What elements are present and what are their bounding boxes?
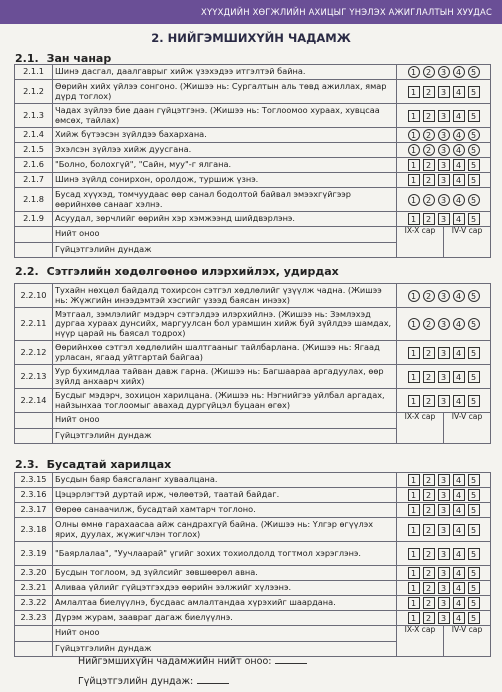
rating-option-4[interactable]: 4 bbox=[453, 110, 465, 122]
footer-total-blank[interactable] bbox=[275, 663, 307, 664]
rating-option-3[interactable]: 3 bbox=[438, 612, 450, 624]
item-description: Бусдын баяр баясгаланг хуваалцана. bbox=[53, 473, 397, 488]
rating-option-2[interactable]: 2 bbox=[423, 489, 435, 501]
table-row bbox=[15, 542, 491, 566]
item-number: 2.3.18 bbox=[15, 518, 53, 542]
table-row bbox=[15, 389, 491, 413]
item-description: Чадах зүйлээ бие даан гүйцэтгэнэ. (Жишээ нь: Тоглоомоо хураах, хувцсаа өмсөх, тайлах) bbox=[53, 104, 397, 128]
period-columns bbox=[397, 413, 490, 443]
item-number: 2.3.20 bbox=[15, 566, 53, 581]
page-banner: ХҮҮХДИЙН ХӨГЖЛИЙН АХИЦЫГ ҮНЭЛЭХ АЖИГЛАЛТЫН ХУУДАС bbox=[0, 0, 502, 24]
rating-option-1[interactable]: 1 bbox=[408, 371, 420, 383]
table-row bbox=[15, 173, 491, 188]
table-row bbox=[15, 473, 491, 488]
period-iv-v: IV-V сар bbox=[451, 412, 483, 421]
rating-option-2[interactable]: 2 bbox=[423, 129, 435, 141]
item-number: 2.1.9 bbox=[15, 212, 53, 227]
rating-option-3[interactable]: 3 bbox=[438, 66, 450, 78]
rating-scale bbox=[397, 566, 491, 581]
rating-option-3[interactable]: 3 bbox=[438, 110, 450, 122]
item-description: Өөрийн хийх үйлээ сонгоно. (Жишээ нь: Сургалтын аль төвд ажиллах, ямар дүрд тоглох) bbox=[53, 80, 397, 104]
item-description: Амлалтаа биелүүлнэ, бусдаас амлалтандаа хүрэхийг шаардана. bbox=[53, 596, 397, 611]
rating-scale bbox=[397, 389, 491, 413]
rating-option-4[interactable]: 4 bbox=[453, 371, 465, 383]
average-label: Гүйцэтгэлийн дундаж bbox=[53, 641, 397, 657]
rating-option-5[interactable]: 5 bbox=[468, 129, 480, 141]
rating-option-5[interactable]: 5 bbox=[468, 371, 480, 383]
rating-option-2[interactable]: 2 bbox=[423, 318, 435, 330]
rating-option-4[interactable]: 4 bbox=[453, 144, 465, 156]
rating-option-5[interactable]: 5 bbox=[468, 213, 480, 225]
rating-option-4[interactable]: 4 bbox=[453, 567, 465, 579]
table-row bbox=[15, 65, 491, 80]
total-row bbox=[15, 413, 491, 429]
item-description: "Болно, болохгүй", "Сайн, муу"-г ялгана. bbox=[53, 158, 397, 173]
section-number: 2.1. bbox=[15, 52, 39, 65]
item-description: Эхэлсэн зүйлээ хийж дуусгана. bbox=[53, 143, 397, 158]
rating-option-1[interactable]: 1 bbox=[408, 290, 420, 302]
period-iv-v: IV-V сар bbox=[451, 625, 483, 634]
rating-option-2[interactable]: 2 bbox=[423, 144, 435, 156]
period-ix-x: IX-X сар bbox=[397, 227, 444, 257]
observation-table-2-3 bbox=[14, 472, 491, 657]
item-number: 2.1.3 bbox=[15, 104, 53, 128]
rating-option-3[interactable]: 3 bbox=[438, 474, 450, 486]
item-number: 2.3.19 bbox=[15, 542, 53, 566]
table-row bbox=[15, 143, 491, 158]
item-number: 2.2.13 bbox=[15, 365, 53, 389]
item-number: 2.1.7 bbox=[15, 173, 53, 188]
item-description: Бусдыг мэдэрч, зохицон харилцана. (Жишээ нь: Нэгнийгээ уйлбал аргадах, найзынхаа тоглоомыг авахад дургүйцэл буцаан өгөх) bbox=[53, 389, 397, 413]
rating-option-4[interactable]: 4 bbox=[453, 597, 465, 609]
footer-average-blank[interactable] bbox=[197, 683, 229, 684]
rating-option-3[interactable]: 3 bbox=[438, 347, 450, 359]
rating-scale bbox=[397, 341, 491, 365]
rating-option-1[interactable]: 1 bbox=[408, 504, 420, 516]
rating-option-1[interactable]: 1 bbox=[408, 66, 420, 78]
rating-option-2[interactable]: 2 bbox=[423, 504, 435, 516]
rating-option-3[interactable]: 3 bbox=[438, 504, 450, 516]
rating-scale bbox=[397, 80, 491, 104]
rating-option-4[interactable]: 4 bbox=[453, 129, 465, 141]
rating-option-1[interactable]: 1 bbox=[408, 582, 420, 594]
rating-option-3[interactable]: 3 bbox=[438, 144, 450, 156]
rating-option-5[interactable]: 5 bbox=[468, 474, 480, 486]
rating-option-2[interactable]: 2 bbox=[423, 110, 435, 122]
rating-option-3[interactable]: 3 bbox=[438, 548, 450, 560]
rating-option-2[interactable]: 2 bbox=[423, 395, 435, 407]
rating-option-1[interactable]: 1 bbox=[408, 86, 420, 98]
section-heading-2-3 bbox=[15, 458, 171, 471]
rating-option-4[interactable]: 4 bbox=[453, 174, 465, 186]
item-number: 2.3.23 bbox=[15, 611, 53, 626]
item-number: 2.2.14 bbox=[15, 389, 53, 413]
rating-option-1[interactable]: 1 bbox=[408, 489, 420, 501]
rating-scale bbox=[397, 308, 491, 341]
rating-option-3[interactable]: 3 bbox=[438, 567, 450, 579]
table-row bbox=[15, 80, 491, 104]
rating-scale bbox=[397, 65, 491, 80]
rating-option-2[interactable]: 2 bbox=[423, 86, 435, 98]
item-description: "Баярлалаа", "Уучлаарай" үгийг зохих тохиолдолд тогтмол хэрэглэнэ. bbox=[53, 542, 397, 566]
table-row bbox=[15, 566, 491, 581]
table-row bbox=[15, 158, 491, 173]
rating-option-5[interactable]: 5 bbox=[468, 66, 480, 78]
table-row bbox=[15, 341, 491, 365]
item-number: 2.3.21 bbox=[15, 581, 53, 596]
rating-option-3[interactable]: 3 bbox=[438, 194, 450, 206]
empty-cell bbox=[15, 428, 53, 444]
average-label: Гүйцэтгэлийн дундаж bbox=[53, 428, 397, 444]
item-description: Хийж бүтээсэн зүйлдээ бахархана. bbox=[53, 128, 397, 143]
rating-scale bbox=[397, 473, 491, 488]
rating-option-5[interactable]: 5 bbox=[468, 318, 480, 330]
rating-scale bbox=[397, 173, 491, 188]
footer-total-label: Нийгэмшихүйн чадамжийн нийт оноо: bbox=[78, 656, 272, 667]
rating-option-2[interactable]: 2 bbox=[423, 597, 435, 609]
rating-option-2[interactable]: 2 bbox=[423, 567, 435, 579]
table-row bbox=[15, 488, 491, 503]
rating-scale bbox=[397, 128, 491, 143]
rating-option-3[interactable]: 3 bbox=[438, 290, 450, 302]
footer-average-line bbox=[78, 676, 229, 687]
rating-option-1[interactable]: 1 bbox=[408, 395, 420, 407]
rating-scale bbox=[397, 188, 491, 212]
item-description: Цэцэрлэгтэй дуртай ирж, чөлөөтэй, таатай байдаг. bbox=[53, 488, 397, 503]
rating-option-5[interactable]: 5 bbox=[468, 548, 480, 560]
item-number: 2.3.17 bbox=[15, 503, 53, 518]
rating-option-4[interactable]: 4 bbox=[453, 290, 465, 302]
observation-table-2-2 bbox=[14, 283, 491, 444]
rating-option-1[interactable]: 1 bbox=[408, 548, 420, 560]
page-title: 2. НИЙГЭМШИХҮЙН ЧАДАМЖ bbox=[151, 31, 351, 45]
period-columns bbox=[397, 626, 490, 656]
rating-scale bbox=[397, 158, 491, 173]
rating-option-3[interactable]: 3 bbox=[438, 86, 450, 98]
empty-cell bbox=[15, 626, 53, 642]
table-row bbox=[15, 104, 491, 128]
rating-scale bbox=[397, 581, 491, 596]
period-ix-x: IX-X сар bbox=[397, 413, 444, 443]
total-label: Нийт оноо bbox=[53, 626, 397, 642]
rating-option-1[interactable]: 1 bbox=[408, 597, 420, 609]
period-iv-v: IV-V сар bbox=[451, 226, 483, 235]
item-number: 2.1.6 bbox=[15, 158, 53, 173]
rating-option-3[interactable]: 3 bbox=[438, 159, 450, 171]
section-title: Бусадтай харилцах bbox=[46, 458, 172, 471]
rating-option-3[interactable]: 3 bbox=[438, 318, 450, 330]
empty-cell bbox=[15, 641, 53, 657]
rating-scale bbox=[397, 212, 491, 227]
rating-option-4[interactable]: 4 bbox=[453, 194, 465, 206]
rating-option-3[interactable]: 3 bbox=[438, 395, 450, 407]
rating-option-5[interactable]: 5 bbox=[468, 194, 480, 206]
rating-option-2[interactable]: 2 bbox=[423, 347, 435, 359]
item-description: Тухайн нөхцөл байдалд тохирсон сэтгэл хөдлөлийг үзүүлж чадна. (Жишээ нь: Жүжгийн инээдэмтэй хэсгийг үзээд баясан инээх) bbox=[53, 284, 397, 308]
rating-option-3[interactable]: 3 bbox=[438, 371, 450, 383]
rating-option-4[interactable]: 4 bbox=[453, 474, 465, 486]
total-label: Нийт оноо bbox=[53, 227, 397, 243]
rating-option-2[interactable]: 2 bbox=[423, 524, 435, 536]
item-description: Аливаа үйлийг гүйцэтгэхдээ өөрийн ээлжийг хүлээнэ. bbox=[53, 581, 397, 596]
rating-option-3[interactable]: 3 bbox=[438, 597, 450, 609]
rating-option-3[interactable]: 3 bbox=[438, 524, 450, 536]
rating-option-3[interactable]: 3 bbox=[438, 489, 450, 501]
rating-option-5[interactable]: 5 bbox=[468, 567, 480, 579]
section-number: 2.3. bbox=[15, 458, 39, 471]
rating-option-2[interactable]: 2 bbox=[423, 474, 435, 486]
item-description: Мэтгаал, зэмлэлийг мэдэрч сэтгэлдээ илэрхийлнэ. (Жишээ нь: Зэмлэхэд дургаа хураах дунсийх, маргуулсан бол урамшин хийж буй зүйлдээ шамдах, нүүр царай нь баясал тодрох) bbox=[53, 308, 397, 341]
item-description: Олны өмнө гарахаасаа айж сандрахгүй байна. (Жишээ нь: Үлгэр өгүүлэх ярих, дуулах, жүжигчлэн тоглох) bbox=[53, 518, 397, 542]
item-number: 2.1.5 bbox=[15, 143, 53, 158]
rating-option-4[interactable]: 4 bbox=[453, 548, 465, 560]
rating-option-1[interactable]: 1 bbox=[408, 144, 420, 156]
rating-option-4[interactable]: 4 bbox=[453, 489, 465, 501]
item-number: 2.1.1 bbox=[15, 65, 53, 80]
empty-cell bbox=[15, 242, 53, 258]
item-number: 2.3.22 bbox=[15, 596, 53, 611]
period-ix-x: IX-X сар bbox=[397, 626, 444, 656]
rating-option-4[interactable]: 4 bbox=[453, 159, 465, 171]
rating-option-2[interactable]: 2 bbox=[423, 213, 435, 225]
table-row bbox=[15, 128, 491, 143]
rating-option-3[interactable]: 3 bbox=[438, 213, 450, 225]
section-title: Зан чанар bbox=[46, 52, 112, 65]
rating-scale bbox=[397, 542, 491, 566]
item-number: 2.1.8 bbox=[15, 188, 53, 212]
table-row bbox=[15, 308, 491, 341]
rating-option-2[interactable]: 2 bbox=[423, 371, 435, 383]
rating-option-5[interactable]: 5 bbox=[468, 395, 480, 407]
rating-option-5[interactable]: 5 bbox=[468, 489, 480, 501]
rating-option-4[interactable]: 4 bbox=[453, 504, 465, 516]
rating-option-1[interactable]: 1 bbox=[408, 474, 420, 486]
rating-option-5[interactable]: 5 bbox=[468, 504, 480, 516]
footer-total-line bbox=[78, 656, 307, 667]
rating-option-1[interactable]: 1 bbox=[408, 174, 420, 186]
item-description: Бусдын тоглоом, эд зүйлсийг зөвшөөрөл авна. bbox=[53, 566, 397, 581]
rating-option-1[interactable]: 1 bbox=[408, 194, 420, 206]
rating-option-2[interactable]: 2 bbox=[423, 548, 435, 560]
item-description: Шинэ зүйлд сонирхон, оролдож, туршиж үзнэ. bbox=[53, 173, 397, 188]
table-row bbox=[15, 284, 491, 308]
rating-option-4[interactable]: 4 bbox=[453, 524, 465, 536]
table-row bbox=[15, 596, 491, 611]
item-number: 2.3.15 bbox=[15, 473, 53, 488]
item-number: 2.1.4 bbox=[15, 128, 53, 143]
rating-option-3[interactable]: 3 bbox=[438, 174, 450, 186]
rating-scale bbox=[397, 143, 491, 158]
rating-option-5[interactable]: 5 bbox=[468, 524, 480, 536]
rating-scale bbox=[397, 104, 491, 128]
rating-option-1[interactable]: 1 bbox=[408, 612, 420, 624]
rating-option-2[interactable]: 2 bbox=[423, 290, 435, 302]
table-row bbox=[15, 503, 491, 518]
table-row bbox=[15, 518, 491, 542]
rating-option-1[interactable]: 1 bbox=[408, 524, 420, 536]
rating-option-4[interactable]: 4 bbox=[453, 612, 465, 624]
empty-cell bbox=[15, 227, 53, 243]
rating-option-1[interactable]: 1 bbox=[408, 567, 420, 579]
rating-scale bbox=[397, 611, 491, 626]
table-row bbox=[15, 611, 491, 626]
item-description: Бусад хүүхэд, томчуудаас өөр санал бодолтой байвал эмээхгүйгээр өөрийнхөө санааг хэлнэ. bbox=[53, 188, 397, 212]
rating-option-5[interactable]: 5 bbox=[468, 612, 480, 624]
rating-scale bbox=[397, 596, 491, 611]
rating-option-4[interactable]: 4 bbox=[453, 213, 465, 225]
rating-option-4[interactable]: 4 bbox=[453, 582, 465, 594]
rating-option-2[interactable]: 2 bbox=[423, 174, 435, 186]
section-number: 2.2. bbox=[15, 265, 39, 278]
total-score-cell[interactable] bbox=[397, 413, 491, 444]
rating-option-4[interactable]: 4 bbox=[453, 66, 465, 78]
footer-average-label: Гүйцэтгэлийн дундаж: bbox=[78, 676, 194, 687]
item-number: 2.1.2 bbox=[15, 80, 53, 104]
rating-option-5[interactable]: 5 bbox=[468, 597, 480, 609]
total-score-cell[interactable] bbox=[397, 227, 491, 258]
rating-option-1[interactable]: 1 bbox=[408, 213, 420, 225]
rating-option-1[interactable]: 1 bbox=[408, 110, 420, 122]
rating-option-5[interactable]: 5 bbox=[468, 290, 480, 302]
rating-option-4[interactable]: 4 bbox=[453, 86, 465, 98]
rating-option-1[interactable]: 1 bbox=[408, 159, 420, 171]
rating-option-4[interactable]: 4 bbox=[453, 395, 465, 407]
period-columns bbox=[397, 227, 490, 257]
item-description: Шинэ дасгал, даалгаврыг хийж үзэхэдээ итгэлтэй байна. bbox=[53, 65, 397, 80]
rating-option-5[interactable]: 5 bbox=[468, 86, 480, 98]
item-description: Уур бухимдлаа тайван давж гарна. (Жишээ нь: Багшаараа аргадуулах, өөр зүйлд анхаарч хийх) bbox=[53, 365, 397, 389]
rating-option-2[interactable]: 2 bbox=[423, 66, 435, 78]
section-heading-2-2 bbox=[15, 265, 339, 278]
rating-scale bbox=[397, 365, 491, 389]
rating-option-1[interactable]: 1 bbox=[408, 129, 420, 141]
total-score-cell[interactable] bbox=[397, 626, 491, 657]
average-label: Гүйцэтгэлийн дундаж bbox=[53, 242, 397, 258]
rating-option-2[interactable]: 2 bbox=[423, 159, 435, 171]
item-description: Асуудал, зөрчлийг өөрийн хэр хэмжээнд шийдвэрлэнэ. bbox=[53, 212, 397, 227]
item-number: 2.2.10 bbox=[15, 284, 53, 308]
rating-scale bbox=[397, 518, 491, 542]
rating-option-4[interactable]: 4 bbox=[453, 318, 465, 330]
rating-option-2[interactable]: 2 bbox=[423, 612, 435, 624]
rating-option-1[interactable]: 1 bbox=[408, 347, 420, 359]
rating-scale bbox=[397, 503, 491, 518]
table-row bbox=[15, 188, 491, 212]
item-description: Өөрөө санаачилж, бусадтай хамтарч тоглоно. bbox=[53, 503, 397, 518]
rating-scale bbox=[397, 284, 491, 308]
item-description: Дүрэм журам, заавраг дагаж биелүүлнэ. bbox=[53, 611, 397, 626]
item-number: 2.2.11 bbox=[15, 308, 53, 341]
table-row bbox=[15, 581, 491, 596]
total-row bbox=[15, 626, 491, 642]
rating-option-1[interactable]: 1 bbox=[408, 318, 420, 330]
rating-option-5[interactable]: 5 bbox=[468, 174, 480, 186]
rating-option-4[interactable]: 4 bbox=[453, 347, 465, 359]
total-row bbox=[15, 227, 491, 243]
table-row bbox=[15, 365, 491, 389]
rating-option-5[interactable]: 5 bbox=[468, 347, 480, 359]
total-label: Нийт оноо bbox=[53, 413, 397, 429]
table-row bbox=[15, 212, 491, 227]
item-number: 2.3.16 bbox=[15, 488, 53, 503]
rating-option-5[interactable]: 5 bbox=[468, 144, 480, 156]
observation-table-2-1 bbox=[14, 64, 491, 258]
section-title: Сэтгэлийн хөдөлгөөнөө илэрхийлэх, удирдах bbox=[46, 265, 339, 278]
item-description: Өөрийнхөө сэтгэл хөдлөлийн шалтгааныг тайлбарлана. (Жишээ нь: Ягаад урласан, ягаад уйтгартай байгаа) bbox=[53, 341, 397, 365]
rating-scale bbox=[397, 488, 491, 503]
rating-option-5[interactable]: 5 bbox=[468, 110, 480, 122]
item-number: 2.2.12 bbox=[15, 341, 53, 365]
rating-option-5[interactable]: 5 bbox=[468, 582, 480, 594]
rating-option-2[interactable]: 2 bbox=[423, 582, 435, 594]
rating-option-3[interactable]: 3 bbox=[438, 129, 450, 141]
rating-option-2[interactable]: 2 bbox=[423, 194, 435, 206]
rating-option-3[interactable]: 3 bbox=[438, 582, 450, 594]
rating-option-5[interactable]: 5 bbox=[468, 159, 480, 171]
empty-cell bbox=[15, 413, 53, 429]
